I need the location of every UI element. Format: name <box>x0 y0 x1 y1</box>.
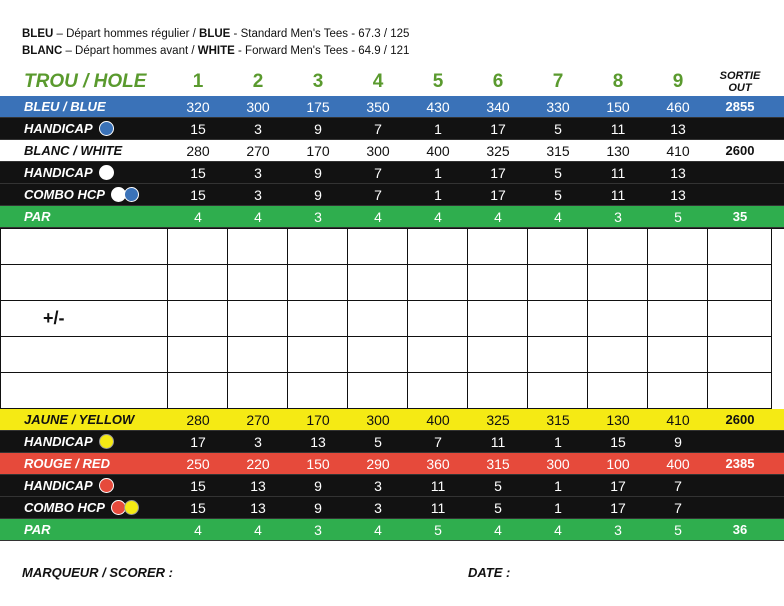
row-label-text: HANDICAP <box>24 478 93 493</box>
date-field[interactable]: DATE : <box>468 565 511 580</box>
hole-number: 2 <box>252 71 264 92</box>
hole-value: 17 <box>490 186 506 203</box>
score-entry-cell[interactable] <box>228 337 288 373</box>
score-entry-cell[interactable] <box>228 373 288 409</box>
hole-value: 15 <box>190 477 206 494</box>
score-entry-cell[interactable] <box>348 265 408 301</box>
hole-value: 17 <box>610 477 626 494</box>
hole-value: 430 <box>426 98 450 115</box>
hole-value: 170 <box>306 411 330 428</box>
hole-value: 300 <box>246 98 270 115</box>
score-entry-cell[interactable] <box>708 265 772 301</box>
score-entry-cell[interactable] <box>648 337 708 373</box>
hole-value: 340 <box>486 98 510 115</box>
score-entry-cell[interactable] <box>408 373 468 409</box>
hole-number: 8 <box>612 71 624 92</box>
score-entry-cell[interactable] <box>168 373 228 409</box>
score-row-label <box>0 229 168 265</box>
white-circle-icon <box>99 165 114 180</box>
hole-value: 9 <box>674 433 682 450</box>
row-label <box>0 412 168 427</box>
row-total: 2385 <box>725 456 755 471</box>
tee-legend-blue: BLEU – Départ hommes régulier / BLUE - Standard Men's Tees - 67.3 / 125 <box>22 28 410 40</box>
hole-value: 3 <box>614 521 622 538</box>
hole-value: 1 <box>554 499 562 516</box>
hole-value: 1 <box>554 433 562 450</box>
hole-value: 4 <box>434 208 442 225</box>
row-total: 35 <box>732 209 748 224</box>
hole-number: 4 <box>372 71 384 92</box>
row-total: 2600 <box>725 412 755 427</box>
score-row-label <box>0 301 168 337</box>
hole-value: 15 <box>190 164 206 181</box>
hole-value: 13 <box>310 433 326 450</box>
hole-value: 400 <box>666 455 690 472</box>
row-label-text: PAR <box>24 522 51 537</box>
hole-value: 130 <box>606 411 630 428</box>
blue-circle-icon <box>99 121 114 136</box>
hole-value: 325 <box>486 142 510 159</box>
tee-row <box>0 96 784 118</box>
row-label-text: JAUNE / YELLOW <box>24 412 135 427</box>
score-entry-cell[interactable] <box>168 265 228 301</box>
yellow-circle-icon <box>99 434 114 449</box>
tee-color-marker <box>99 434 114 449</box>
hole-value: 7 <box>674 477 682 494</box>
row-label <box>0 99 168 114</box>
tee-row <box>0 497 784 519</box>
tee-legend-white: BLANC – Départ hommes avant / WHITE - Forward Men's Tees - 64.9 / 121 <box>22 45 410 57</box>
tee-row <box>0 453 784 475</box>
hole-value: 15 <box>190 120 206 137</box>
hole-label: TROU / HOLE <box>24 71 147 92</box>
hole-value: 17 <box>610 499 626 516</box>
score-entry-cell[interactable] <box>228 229 288 265</box>
hole-value: 11 <box>610 164 626 181</box>
score-entry-grid <box>0 228 784 409</box>
hole-value: 315 <box>546 142 570 159</box>
score-entry-cell[interactable] <box>708 301 772 337</box>
tee-color-marker <box>111 500 139 515</box>
score-entry-cell[interactable] <box>708 337 772 373</box>
hole-number: 9 <box>672 71 684 92</box>
hole-value: 130 <box>606 142 630 159</box>
score-entry-cell[interactable] <box>588 373 648 409</box>
hole-value: 330 <box>546 98 570 115</box>
hole-number: 3 <box>312 71 324 92</box>
tee-row <box>0 118 784 140</box>
hole-value: 270 <box>246 142 270 159</box>
hole-value: 4 <box>554 521 562 538</box>
row-label <box>0 187 168 202</box>
hole-value: 315 <box>546 411 570 428</box>
hole-value: 17 <box>190 433 206 450</box>
hole-value: 1 <box>434 164 442 181</box>
hole-value: 5 <box>374 433 382 450</box>
row-total: 2855 <box>725 99 755 114</box>
hole-value: 170 <box>306 142 330 159</box>
score-entry-cell[interactable] <box>468 373 528 409</box>
hole-value: 3 <box>254 186 262 203</box>
hole-value: 9 <box>314 164 322 181</box>
hole-value: 300 <box>546 455 570 472</box>
hole-value: 13 <box>670 186 686 203</box>
tee-row <box>0 431 784 453</box>
score-entry-cell[interactable] <box>468 301 528 337</box>
hole-value: 460 <box>666 98 690 115</box>
hole-value: 1 <box>554 477 562 494</box>
score-entry-cell[interactable] <box>528 265 588 301</box>
tee-row <box>0 206 784 228</box>
hole-value: 3 <box>374 499 382 516</box>
row-total: 36 <box>732 522 748 537</box>
hole-number: 6 <box>492 71 504 92</box>
hole-value: 11 <box>610 120 626 137</box>
tee-color-marker <box>99 165 114 180</box>
score-entry-cell[interactable] <box>408 337 468 373</box>
hole-value: 5 <box>494 499 502 516</box>
score-entry-cell[interactable] <box>168 337 228 373</box>
hole-value: 5 <box>434 521 442 538</box>
hole-value: 400 <box>426 411 450 428</box>
hole-value: 9 <box>314 499 322 516</box>
hole-value: 7 <box>374 186 382 203</box>
hole-value: 3 <box>254 164 262 181</box>
hole-value: 9 <box>314 120 322 137</box>
row-label-text: COMBO HCP <box>24 187 105 202</box>
score-entry-cell[interactable] <box>168 229 228 265</box>
bottom-tee-rows <box>0 409 784 541</box>
score-entry-cell[interactable] <box>528 301 588 337</box>
hole-value: 13 <box>670 164 686 181</box>
red-circle-icon <box>99 478 114 493</box>
row-label-text: COMBO HCP <box>24 500 105 515</box>
hole-value: 410 <box>666 142 690 159</box>
hole-value: 17 <box>490 164 506 181</box>
row-label <box>0 143 168 158</box>
score-entry-cell[interactable] <box>288 265 348 301</box>
hole-value: 4 <box>494 521 502 538</box>
hole-value: 300 <box>366 142 390 159</box>
hole-number: 7 <box>552 71 564 92</box>
hole-value: 4 <box>494 208 502 225</box>
hole-number-row <box>0 68 784 96</box>
hole-value: 3 <box>254 120 262 137</box>
hole-value: 1 <box>434 120 442 137</box>
yellow-circle-icon <box>124 500 139 515</box>
row-label <box>0 209 168 224</box>
score-row-label <box>0 265 168 301</box>
hole-value: 7 <box>674 499 682 516</box>
row-label <box>0 434 168 449</box>
tee-row <box>0 184 784 206</box>
row-label <box>0 121 168 136</box>
score-entry-cell[interactable] <box>288 337 348 373</box>
row-label <box>0 500 168 515</box>
score-entry-cell[interactable] <box>348 373 408 409</box>
hole-value: 13 <box>250 499 266 516</box>
hole-value: 150 <box>606 98 630 115</box>
row-label-text: BLEU / BLUE <box>24 99 106 114</box>
hole-value: 15 <box>190 186 206 203</box>
hole-value: 17 <box>490 120 506 137</box>
row-label-text: HANDICAP <box>24 121 93 136</box>
row-label <box>0 165 168 180</box>
hole-value: 175 <box>306 98 330 115</box>
tee-row <box>0 475 784 497</box>
score-entry-cell[interactable] <box>408 229 468 265</box>
hole-value: 320 <box>186 98 210 115</box>
score-entry-cell[interactable] <box>588 301 648 337</box>
hole-number: 5 <box>432 71 444 92</box>
hole-value: 11 <box>490 433 506 450</box>
hole-value: 4 <box>254 521 262 538</box>
tee-color-marker <box>99 121 114 136</box>
row-label-text: HANDICAP <box>24 434 93 449</box>
hole-number: 1 <box>192 71 204 92</box>
hole-value: 5 <box>674 208 682 225</box>
hole-value: 13 <box>670 120 686 137</box>
hole-value: 4 <box>554 208 562 225</box>
blue-circle-icon <box>124 187 139 202</box>
hole-value: 5 <box>554 164 562 181</box>
hole-value: 300 <box>366 411 390 428</box>
hole-value: 4 <box>374 208 382 225</box>
top-tee-rows <box>0 96 784 228</box>
plus-minus-label: +/- <box>43 308 65 328</box>
score-entry-cell[interactable] <box>648 373 708 409</box>
row-label <box>0 522 168 537</box>
hole-value: 350 <box>366 98 390 115</box>
hole-value: 3 <box>314 521 322 538</box>
hole-value: 13 <box>250 477 266 494</box>
hole-value: 100 <box>606 455 630 472</box>
hole-value: 290 <box>366 455 390 472</box>
row-label <box>0 456 168 471</box>
score-entry-cell[interactable] <box>528 373 588 409</box>
score-entry-cell[interactable] <box>588 265 648 301</box>
row-label-text: PAR <box>24 209 51 224</box>
tee-color-marker <box>111 187 139 202</box>
hole-value: 250 <box>186 455 210 472</box>
hole-value: 315 <box>486 455 510 472</box>
hole-value: 270 <box>246 411 270 428</box>
hole-value: 3 <box>254 433 262 450</box>
hole-value: 4 <box>194 208 202 225</box>
hole-value: 280 <box>186 411 210 428</box>
hole-value: 9 <box>314 477 322 494</box>
hole-value: 4 <box>194 521 202 538</box>
tee-row <box>0 409 784 431</box>
hole-value: 400 <box>426 142 450 159</box>
hole-value: 3 <box>314 208 322 225</box>
out-total-label: SORTIE OUT <box>719 70 761 94</box>
score-entry-cell[interactable] <box>228 301 288 337</box>
hole-value: 11 <box>430 499 446 516</box>
score-entry-cell[interactable] <box>408 301 468 337</box>
score-entry-cell[interactable] <box>648 265 708 301</box>
tee-row <box>0 519 784 541</box>
hole-value: 3 <box>614 208 622 225</box>
hole-value: 325 <box>486 411 510 428</box>
score-entry-cell[interactable] <box>468 229 528 265</box>
hole-value: 11 <box>430 477 446 494</box>
score-entry-cell[interactable] <box>288 229 348 265</box>
hole-value: 280 <box>186 142 210 159</box>
score-entry-cell[interactable] <box>288 373 348 409</box>
score-entry-cell[interactable] <box>408 265 468 301</box>
hole-value: 7 <box>374 120 382 137</box>
row-label-text: ROUGE / RED <box>24 456 110 471</box>
scorecard <box>0 68 784 541</box>
score-entry-cell[interactable] <box>528 229 588 265</box>
row-label-text: BLANC / WHITE <box>24 143 123 158</box>
hole-value: 220 <box>246 455 270 472</box>
score-entry-cell[interactable] <box>348 337 408 373</box>
score-entry-cell[interactable] <box>588 229 648 265</box>
score-entry-cell[interactable] <box>168 301 228 337</box>
score-entry-cell[interactable] <box>648 301 708 337</box>
hole-value: 15 <box>610 433 626 450</box>
score-entry-cell[interactable] <box>528 337 588 373</box>
score-entry-cell[interactable] <box>288 301 348 337</box>
hole-value: 5 <box>494 477 502 494</box>
hole-value: 7 <box>374 164 382 181</box>
hole-value: 11 <box>610 186 626 203</box>
score-entry-cell[interactable] <box>648 229 708 265</box>
hole-value: 360 <box>426 455 450 472</box>
scorer-field[interactable]: MARQUEUR / SCORER : <box>22 565 173 580</box>
row-label <box>0 478 168 493</box>
score-entry-cell[interactable] <box>348 229 408 265</box>
tee-row <box>0 162 784 184</box>
score-entry-cell[interactable] <box>468 337 528 373</box>
hole-value: 150 <box>306 455 330 472</box>
tee-row <box>0 140 784 162</box>
hole-value: 5 <box>554 186 562 203</box>
scorecard-footer <box>22 565 762 580</box>
hole-value: 9 <box>314 186 322 203</box>
hole-value: 15 <box>190 499 206 516</box>
hole-value: 1 <box>434 186 442 203</box>
score-row-label <box>0 373 168 409</box>
score-entry-cell[interactable] <box>708 373 772 409</box>
score-entry-cell[interactable] <box>348 301 408 337</box>
hole-value: 4 <box>374 521 382 538</box>
hole-value: 410 <box>666 411 690 428</box>
hole-value: 5 <box>554 120 562 137</box>
score-entry-cell[interactable] <box>708 229 772 265</box>
tee-color-marker <box>99 478 114 493</box>
score-entry-cell[interactable] <box>588 337 648 373</box>
tee-legend <box>22 26 409 60</box>
hole-value: 7 <box>434 433 442 450</box>
hole-value: 5 <box>674 521 682 538</box>
score-entry-cell[interactable] <box>228 265 288 301</box>
hole-value: 3 <box>374 477 382 494</box>
hole-value: 4 <box>254 208 262 225</box>
score-row-label <box>0 337 168 373</box>
score-entry-cell[interactable] <box>468 265 528 301</box>
row-total: 2600 <box>725 143 755 158</box>
row-label-text: HANDICAP <box>24 165 93 180</box>
